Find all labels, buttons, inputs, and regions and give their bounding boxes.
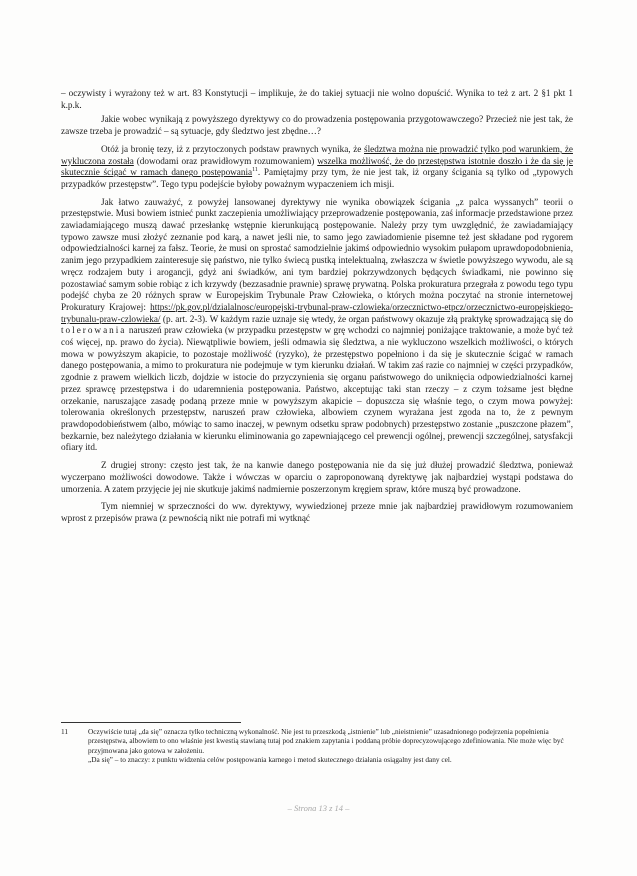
text-run: . Pamiętajmy przy tym, że nie jest tak, iż organy ścigania są tylko od „typowych przypadków przestępstw”. Tego typu podejście byłoby poważnym wypaczeniem ich misji.: [61, 167, 573, 189]
paragraph-6: Tym niemniej w sprzeczności do ww. dyrektywy, wywiedzionej przeze mnie jak najbardziej prawidłowym rozumowaniem wprost z przepisów prawa (z pewnością nikt nie potrafi mi wytknąć: [61, 501, 573, 523]
footnote-text: Oczywiście tutaj „da się” oznacza tylko techniczną wykonalność. Nie jest tu przeszkodą „istnienie” lub „nieistnienie” uzasadnionego podejrzenia popełnienia przestępstwa, albowiem to ono właśnie jest kwestią stawianą tutaj pod znakiem zapytania i poddaną próbie doprecyzowującego zdefiniowania. Nie może więc być przyjmowana jako gotowa w założeniu.: [88, 727, 564, 755]
text-run: (p. art. 2-3). W każdym razie uznaje się wtedy, że organ państwowy okazuje złą praktykę sprowadzającą się do: [160, 313, 573, 324]
text-run: (dowodami oraz prawidłowym rozumowaniem): [133, 155, 318, 166]
footnote-text: „Da się” – to znaczy: z punktu widzenia celów postępowania karnego i metod skutecznego działania osiągalny jest dany cel.: [88, 755, 452, 765]
footnote-body: [88, 727, 573, 765]
spaced-emphasis: tolerowania: [61, 325, 127, 336]
page-body: [61, 88, 573, 531]
footnote-number: 11: [61, 727, 69, 736]
footnote-item: [61, 727, 573, 765]
footnotes: [61, 727, 573, 765]
paragraph-3: [61, 144, 573, 191]
underlined-text: wszelka możliwość, że do przestępstwa istotnie doszło i że da się je skutecznie ścigać w ramach danego postępowania: [61, 155, 573, 178]
prokuratura-link[interactable]: https://pk.gov.pl/dzialalnosc/europejski-trybunal-praw-czlowieka/orzecznictwo-etpcz/orzecznictwo-europejskiego-trybunalu-praw-czlowieka/: [61, 301, 573, 324]
underlined-text: śledztwa można nie prowadzić tylko pod warunkiem, że wykluczona została: [61, 143, 573, 166]
text-run: Jak łatwo zauważyć, z powyżej lansowanej dyrektywy nie wynika obowiązek ścigania „z palca wyssanych” teorii o przestępstwie. Musi bowiem istnieć punkt zaczepienia umożliwiający przeprowadzenie postępowania, zaś informacje przedstawione przez zawiadamiającego muszą dawać przesłankę wstępnie kierunkującą postępowanie. Należy przy tym uwzględnić, że zawiadamiający typowo zawsze musi złożyć zeznanie pod karą, a nawet jeśli nie, to samo jego zawiadomienie pisemne też jest składane pod rygorem odpowiedzialności karnej za fałsz. Teorie, że musi on sprostać samodzielnie jakimś odpowiednio wysokim pułapom uprawdopodobnienia, zanim jego przypadkiem zainteresuje się państwo, nie tylko świecą pustką intelektualną, zwłaszcza w świetle powyższego wywodu, ale są wręcz rodzajem buty i arogancji, gdyż ani świadków, ani tym bardziej pokrzywdzonych będących świadkami, nie powinno się pozostawiać samym sobie robiąc z ich krzywdy (bezzasadnie prawnie) sprawę prywatną. Polska prokuratura przegrała z powodu tego typu podejść chyba ze 20 różnych spraw w Europejskim Trybunale Praw Człowieka, o których można poczytać na stronie internetowej Prokuratury Krajowej:: [61, 196, 573, 312]
footnote-separator: [61, 722, 241, 723]
text-run: Otóż ja bronię tezy, iż z przytoczonych podstaw prawnych wynika, że: [101, 143, 365, 154]
footnote-ref[interactable]: 11: [252, 167, 258, 174]
paragraph-5: Z drugiej strony: często jest tak, że na kanwie danego postępowania nie da się już dłużej prowadzić śledztwa, ponieważ wyczerpano możliwości dowodowe. Także i wówczas w oparciu o zaproponowaną dyrektywę jak najbardziej wystąpi podstawa do umorzenia. A zatem przyjęcie jej nie skutkuje jakimś nadmiernie poszerzonym kręgiem spraw, które muszą być prowadzone.: [61, 460, 573, 494]
text-run: naruszeń praw człowieka (w przypadku przestępstw w grę wchodzi co najmniej poniżające traktowanie, a może być też coś więcej, np. prawo do życia). Niewątpliwie bowiem, jeśli odmawia się śledztwa, a nie wykluczono wszelkich możliwości, o których mowa w powyższym akapicie, to pozostaje możliwość (ryzyko), że przestępstwo popełniono i da się je skutecznie ścigać w ramach danego postępowania, a mimo to prokuratura nie podejmuje w tym kierunku działań. W takim zaś razie co najmniej w części przypadków, zgodnie z prawem wielkich liczb, dojdzie w istocie do przyczynienia się organu państwowego do uniknięcia odpowiedzialności karnej przez sprawcę przestępstwa i do udaremnienia postępowania. Państwo, akceptując taki stan rzeczy – z czym tożsame jest błędne orzekanie, naruszające zasadę podaną przeze mnie w powyższym akapicie – dopuszcza się właśnie tego, o czym mowa powyżej: tolerowania określonych przestępstw, naruszeń praw człowieka, albowiem czynem wyrażana jest zgoda na to, że z pewnym prawdopodobieństwem (albo, mówiąc to samo inaczej, w pewnym odsetku spraw podobnych) przestępstwo zostanie „puszczone płazem”, bezkarnie, bez należytego działania w kierunku eliminowania go zapewniającego cel prewencji ogólnej, prewencji szczególnej, satysfakcji ofiary itd.: [61, 325, 573, 453]
page-number: – Strona 13 z 14 –: [287, 803, 350, 813]
paragraph-4: [61, 197, 573, 454]
paragraph-1: – oczywisty i wyrażony też w art. 83 Konstytucji – implikuje, że do takiej sytuacji nie wolno dopuścić. Wynika to też z art. 2 §1 pkt 1 k.p.k.: [61, 88, 573, 110]
paragraph-2: Jakie wobec wynikają z powyższego dyrektywy co do prowadzenia postępowania przygotowawczego? Przecież nie jest tak, że zawsze trzeba je prowadzić – są sytuacje, gdy śledztwo jest zbędne…?: [61, 114, 573, 137]
